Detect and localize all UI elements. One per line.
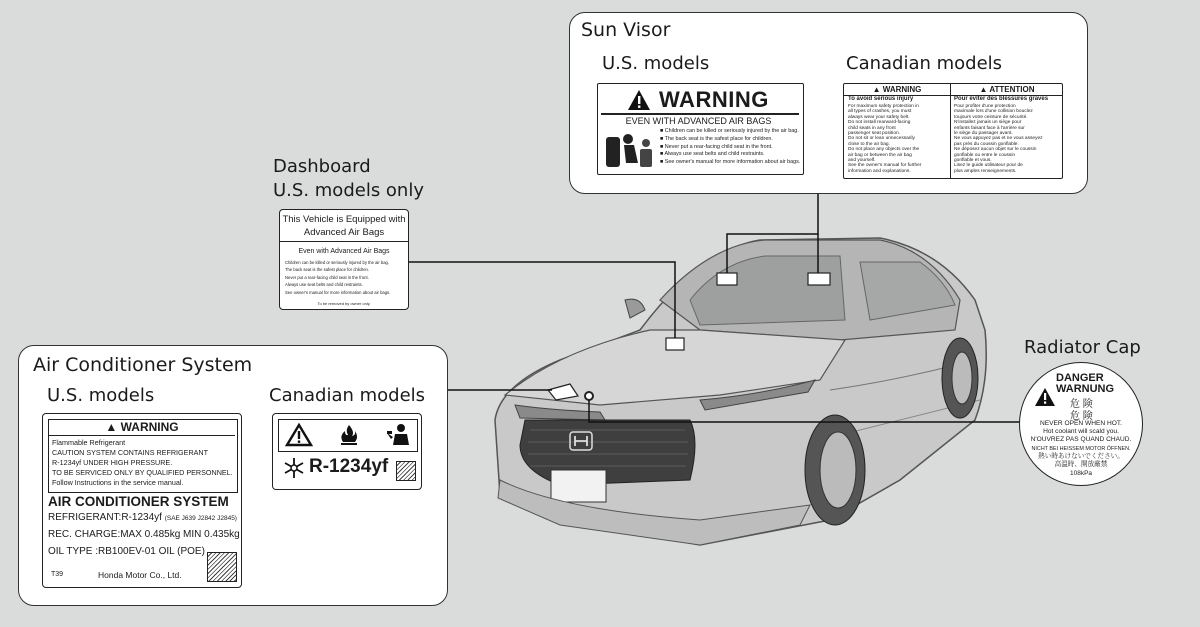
list-item: Follow Instructions in the service manual.: [52, 478, 184, 487]
list-item: Ne vous appuyez pas et ne vous asseyez: [954, 136, 1043, 142]
list-item: all types of crashes, you must: [848, 109, 912, 115]
dashboard-label-lines: [285, 259, 390, 296]
radiator-lines: [1020, 420, 1142, 469]
list-item: le siège du passager avant.: [954, 131, 1013, 137]
sun-visor-ca-en-title: ▲ WARNING: [844, 84, 950, 96]
list-item: toujours votre ceinture de sécurité.: [954, 114, 1028, 120]
list-item: Children can be killed or seriously injured by the air bag.: [285, 260, 390, 265]
list-item: plus amples renseignements.: [954, 168, 1017, 174]
ac-system-title: AIR CONDITIONER SYSTEM: [48, 494, 229, 509]
dashboard-label-header: [280, 210, 408, 242]
list-item: Never put a rear-facing child seat in the front.: [285, 274, 369, 280]
ac-maker: Honda Motor Co., Ltd.: [98, 570, 182, 580]
list-item: N'installez jamais un siège pour: [954, 120, 1022, 126]
radiator-cap-title: Radiator Cap: [1024, 337, 1141, 358]
list-item: N'OUVREZ PAS QUAND CHAUD.: [1030, 436, 1132, 444]
ac-sae: (SAE J639 J2842 J2845): [164, 515, 237, 522]
list-item: always wear your safety belt.: [848, 114, 910, 120]
air-conditioner-title: Air Conditioner System: [33, 354, 253, 376]
hatch-box: [207, 552, 237, 582]
ac-oil: OIL TYPE :RB100EV-01 OIL (POE): [48, 546, 205, 557]
list-item: See the owner's manual for further: [848, 163, 922, 169]
radiator-danger: DANGER: [1056, 372, 1104, 384]
list-item: Ne déposez aucun objet sur le coussin: [954, 147, 1037, 153]
warning-triangle-icon: [627, 89, 651, 111]
sun-visor-ca-fr-title: ▲ ATTENTION: [951, 84, 1063, 96]
hatch-box: [396, 461, 416, 481]
list-item: close to the air bag.: [848, 141, 890, 147]
sun-visor-warning-word: WARNING: [659, 87, 769, 112]
flammable-icon: [337, 423, 361, 447]
ac-warning-header: [49, 420, 235, 436]
child-seat-icon: [604, 129, 656, 173]
ac-ca-icon-row: [278, 419, 418, 452]
air-conditioner-ca-label: [272, 413, 422, 490]
list-item: NICHT BEI HEISSEM MOTOR ÖFFNEN.: [1031, 445, 1131, 452]
radiator-kanji1: 危 険: [1070, 399, 1093, 410]
list-item: CAUTION SYSTEM CONTAINS REFRIGERANT: [52, 448, 209, 457]
dashboard-label: [279, 209, 409, 310]
list-item: NEVER OPEN WHEN HOT.: [1039, 420, 1123, 427]
radiator-kanji2: 危 険: [1070, 411, 1093, 422]
sun-visor-ca-en-col: [844, 84, 951, 178]
service-technician-icon: [385, 423, 413, 447]
dashboard-header-line2: Advanced Air Bags: [303, 227, 385, 238]
list-item: Lisez le guide utilisateur pour de: [954, 163, 1023, 169]
list-item: ■ Children can be killed or seriously injured by the air bag.: [660, 128, 799, 134]
list-item: ■ The back seat is the safest place for children.: [660, 135, 773, 142]
dashboard-header-line1: This Vehicle is Equipped with: [282, 214, 406, 225]
list-item: gonflable et vous.: [954, 158, 992, 164]
list-item: For maximum safety protection in: [848, 104, 919, 109]
list-item: 高温時、開放厳禁: [1054, 461, 1108, 469]
dashboard-subtitle: U.S. models only: [273, 180, 424, 201]
list-item: Pour profiter d'une protection: [954, 104, 1016, 109]
list-item: Hot coolant will scald you.: [1043, 428, 1119, 436]
list-item: Do not place any objects over the: [848, 147, 920, 153]
list-item: See owner's manual for more information about air bags.: [285, 289, 391, 295]
warning-triangle-icon: [285, 423, 313, 447]
list-item: TO BE SERVICED ONLY BY QUALIFIED PERSONNEL.: [52, 468, 233, 477]
air-conditioner-panel: [18, 345, 448, 606]
list-item: maximale lors d'une collision bouclez: [954, 109, 1033, 115]
list-item: enfants faisant face à l'arrière sur: [954, 125, 1025, 131]
list-item: child seats in any front: [848, 125, 896, 131]
ac-warning-block: [48, 419, 238, 493]
ac-code: T39: [51, 571, 64, 578]
sun-visor-ca-en-lines: [848, 104, 921, 174]
list-item: pas près du coussin gonflable.: [954, 141, 1019, 147]
list-item: and yourself.: [848, 158, 876, 164]
dashboard-label-subtitle: Even with Advanced Air Bags: [298, 248, 390, 255]
air-conditioner-us-label: [42, 413, 242, 588]
list-item: ■ Always use seat belts and child restraints.: [660, 151, 765, 158]
list-item: ■ See owner's manual for more information about air bags.: [660, 159, 801, 166]
ac-refrigerant: [48, 512, 237, 523]
sun-visor-us-title: U.S. models: [602, 53, 710, 74]
list-item: passenger seat position.: [848, 131, 900, 137]
list-item: information and explanations.: [848, 168, 911, 174]
sun-visor-warning-header: [601, 87, 799, 115]
list-item: ■ Never put a rear-facing child seat in the front.: [660, 143, 773, 150]
radiator-warnung: WARNUNG: [1056, 383, 1115, 395]
ac-refrigerant-value: REFRIGERANT:R-1234yf: [48, 512, 162, 523]
sun-visor-title: Sun Visor: [581, 19, 671, 41]
list-item: air bag or between the air bag: [848, 152, 912, 158]
sun-visor-us-subtitle: EVEN WITH ADVANCED AIR BAGS: [625, 116, 772, 126]
ac-warning-lines: [52, 438, 233, 488]
radiator-cap-label: [1019, 362, 1143, 486]
warning-triangle-icon: ▲: [105, 420, 118, 434]
dashboard-title: Dashboard: [273, 156, 371, 177]
list-item: Flammable Refrigerant: [52, 438, 126, 447]
sun-visor-panel: [569, 12, 1088, 194]
ac-charge: REC. CHARGE:MAX 0.485kg MIN 0.435kg: [48, 529, 240, 540]
list-item: Do not sit or lean unnecessarily: [848, 136, 915, 142]
sun-visor-ca-label: [843, 83, 1063, 179]
snowflake-icon: [283, 457, 305, 479]
list-item: R-1234yf UNDER HIGH PRESSURE.: [52, 458, 173, 467]
warning-triangle-icon: [1034, 387, 1056, 407]
list-item: gonflable ou entre le coussin: [954, 152, 1016, 158]
sun-visor-ca-fr-heading: Pour éviter des blessures graves: [954, 96, 1049, 102]
air-conditioner-ca-title: Canadian models: [269, 385, 426, 406]
sun-visor-ca-title: Canadian models: [846, 53, 1003, 74]
sun-visor-us-label: [597, 83, 804, 175]
list-item: Always use seat belts and child restraints.: [285, 282, 363, 288]
ac-warning-word: WARNING: [120, 420, 179, 434]
air-conditioner-us-title: U.S. models: [47, 385, 155, 406]
ac-ca-refrigerant: R-1234yf: [309, 456, 389, 477]
sun-visor-ca-en-heading: To avoid serious injury: [848, 96, 914, 102]
sun-visor-ca-fr-col: [951, 84, 1063, 178]
list-item: 熱い時あけないでください。: [1038, 452, 1124, 460]
list-item: Do not install rearward-facing: [848, 120, 911, 126]
dashboard-label-footer: To be removed by owner only.: [317, 301, 371, 306]
radiator-pressure: 108kPa: [1069, 470, 1093, 477]
sun-visor-ca-fr-lines: [954, 104, 1043, 174]
list-item: The back seat is the safest place for children.: [285, 267, 370, 273]
sun-visor-us-lines: [660, 128, 800, 167]
